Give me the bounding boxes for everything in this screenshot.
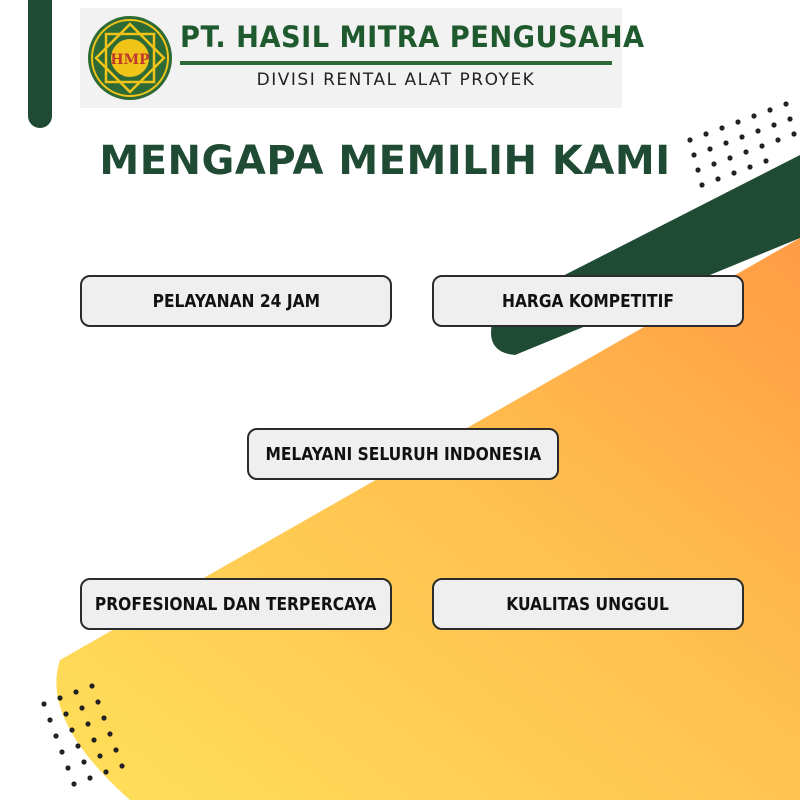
company-name: PT. HASIL MITRA PENGUSAHA <box>180 20 645 54</box>
logo-divider <box>180 61 612 65</box>
emblem-text: HMP <box>110 52 150 68</box>
feature-pill-professional-trusted <box>80 578 392 630</box>
green-vertical-accent <box>28 0 52 128</box>
feature-label: KUALITAS UNGGUL <box>506 593 670 615</box>
hmp-emblem-icon <box>86 14 174 102</box>
feature-pill-24-hour-service <box>80 275 392 327</box>
feature-label: PELAYANAN 24 JAM <box>152 290 320 312</box>
feature-pill-superior-quality <box>432 578 744 630</box>
feature-label: HARGA KOMPETITIF <box>502 290 674 312</box>
feature-pill-nationwide-service <box>247 428 559 480</box>
page-heading: MENGAPA MEMILIH KAMI <box>99 138 671 184</box>
feature-pill-competitive-price <box>432 275 744 327</box>
feature-label: MELAYANI SELURUH INDONESIA <box>265 443 541 465</box>
feature-label: PROFESIONAL DAN TERPERCAYA <box>95 593 377 615</box>
company-logo-banner <box>80 8 645 108</box>
division-name: DIVISI RENTAL ALAT PROYEK <box>256 70 536 90</box>
